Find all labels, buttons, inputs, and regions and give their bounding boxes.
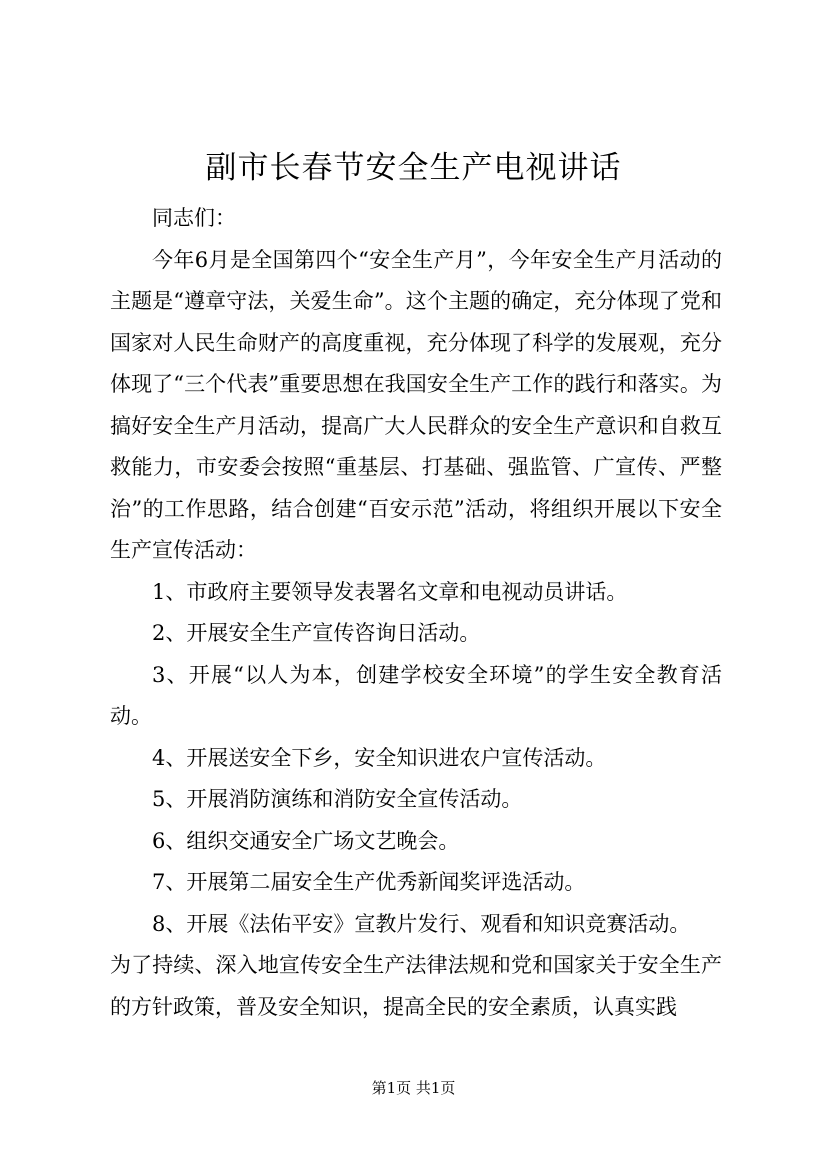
document-title: 副市长春节安全生产电视讲话	[205, 150, 622, 186]
closing-paragraph: 为了持续、深入地宣传安全生产法律法规和党和国家关于安全生产的方针政策，普及安全知识，提高全民的安全素质，认真实践	[110, 953, 722, 1019]
list-item-2: 2、开展安全生产宣传咨询日活动。	[152, 621, 481, 645]
paragraph-intro: 今年6月是全国第四个“安全生产月”，今年安全生产月活动的主题是“遵章守法，关爱生命”。这个主题的确定，充分体现了党和国家对人民生命财产的高度重视，充分体现了科学的发展观，充分体现了“三个代表”重要思想在我国安全生产工作的践行和落实。为搞好安全生产月活动，提高广大人民群众的安全生产意识和自救互救能力，市安委会按照“重基层、打基础、强监管、广宣传、严整治”的工作思路，结合创建“百安示范”活动，将组织开展以下安全生产宣传活动：	[110, 247, 722, 562]
page-number-footer: 第1页 共1页	[371, 1079, 456, 1097]
list-item-7: 7、开展第二届安全生产优秀新闻奖评选活动。	[152, 870, 586, 894]
list-item-1: 1、市政府主要领导发表署名文章和电视动员讲话。	[152, 579, 628, 604]
list-item-8: 8、开展《法佑平安》宣教片发行、观看和知识竞赛活动。	[152, 911, 691, 936]
list-item-3: 3、开展“以人为本，创建学校安全环境”的学生安全教育活动。	[110, 662, 722, 728]
document-body	[110, 198, 722, 1028]
list-item-6: 6、组织交通安全广场文艺晚会。	[152, 828, 460, 853]
list-item-4: 4、开展送安全下乡，安全知识进农户宣传活动。	[152, 745, 607, 770]
greeting: 同志们：	[152, 206, 236, 230]
list-item-5: 5、开展消防演练和消防安全宣传活动。	[152, 787, 523, 811]
